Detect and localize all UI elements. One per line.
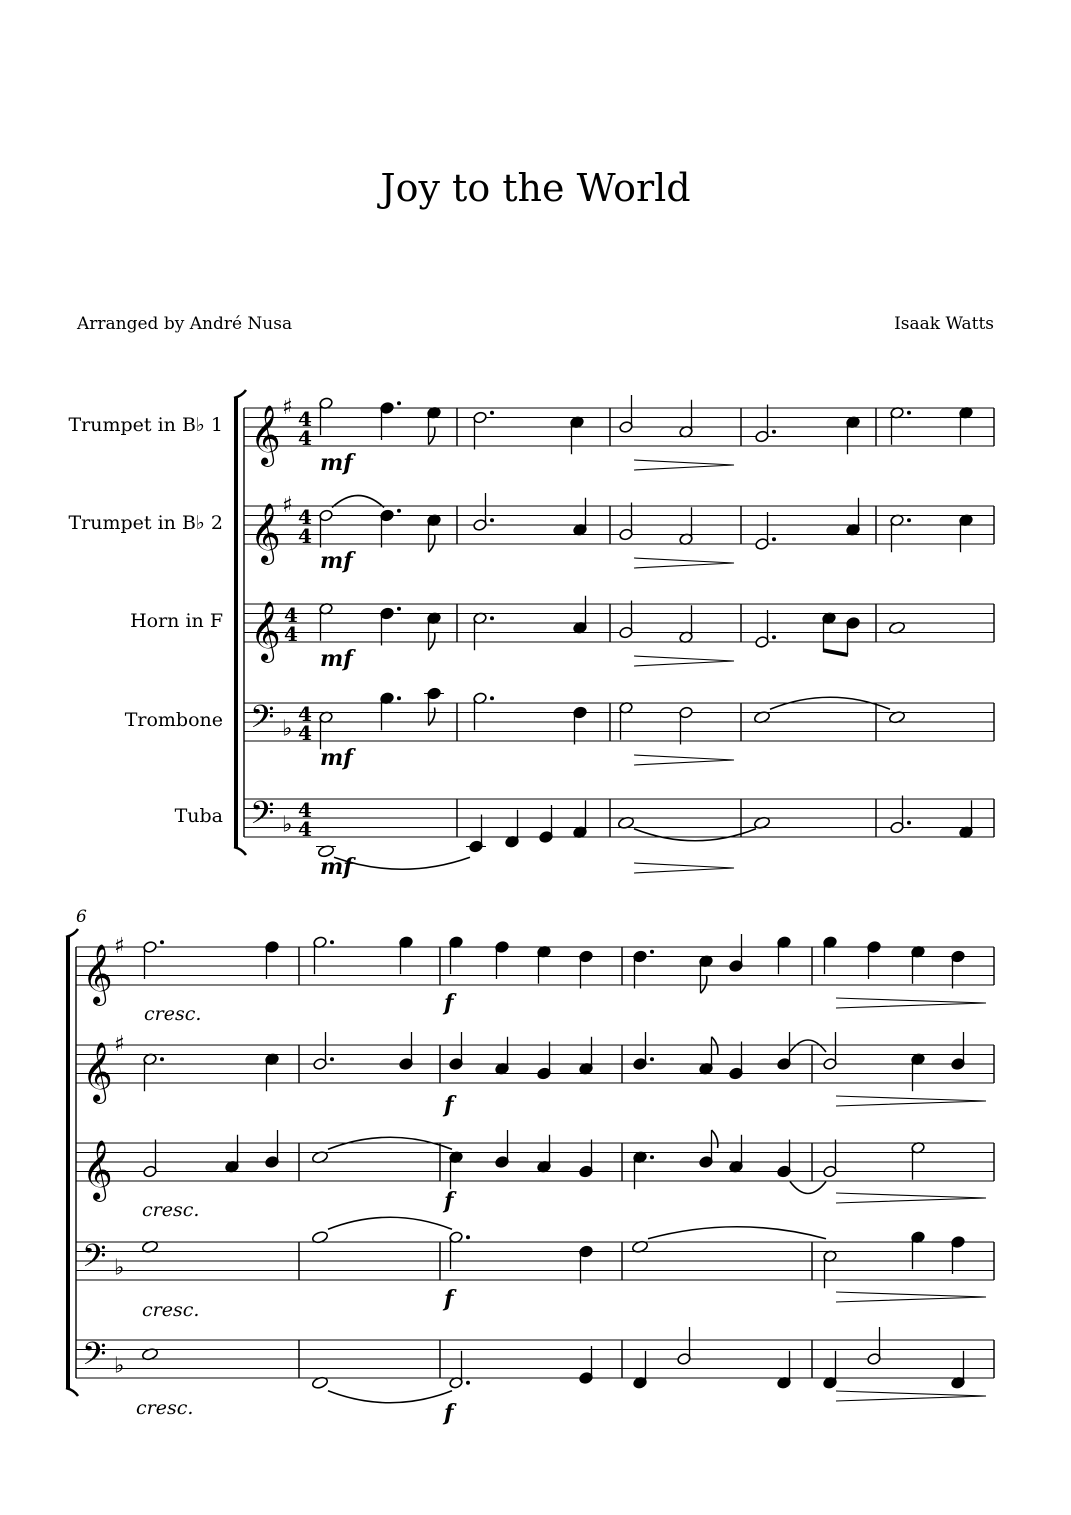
augmentation-dot [466,1235,470,1239]
staff-lines [76,408,994,1378]
dynamic-mf: mf [320,854,353,880]
instrument-name-horn: Horn in F [130,610,223,632]
augmentation-dot [330,940,334,944]
dynamic-f: f [444,1286,454,1312]
note-flag [429,632,435,650]
bass-clef: 𝄢 [250,794,275,839]
augmentation-dot [907,821,911,825]
dynamic-mf: mf [320,548,353,574]
instrument-name-trumpet-1: Trumpet in B♭ 1 [68,414,223,436]
augmentation-dot [650,1155,654,1159]
augmentation-dot [772,635,776,639]
clefs [82,395,312,1380]
treble-clef: 𝄞 [250,405,281,465]
bracket-bottom [66,1388,78,1396]
dynamic-cresc: cresc. [136,1397,194,1419]
dynamic-f: f [444,1188,454,1214]
bass-clef: 𝄢 [82,1237,107,1282]
time-signature-bottom: 4 [298,426,312,450]
decrescendo-hairpin [836,1096,986,1106]
note-flag [429,708,435,726]
key-signature-flat: ♭ [282,812,293,838]
bass-clef: 𝄢 [82,1335,107,1380]
arranger-credit: Arranged by André Nusa [77,314,293,334]
treble-clef: 𝄞 [82,944,113,1004]
time-signature-top: 4 [298,407,312,431]
decrescendo-hairpin [836,998,986,1008]
augmentation-dot [160,1057,164,1061]
key-signature-sharp: ♯ [282,493,293,518]
key-signature-sharp: ♯ [282,395,293,420]
treble-clef: 𝄞 [250,601,281,661]
decrescendo-hairpin [634,558,734,568]
augmentation-dot [490,518,494,522]
augmentation-dot [490,616,494,620]
augmentation-dot [772,537,776,541]
bass-clef: 𝄢 [250,698,275,743]
note-flag [712,1037,718,1055]
bracket-top [234,390,246,398]
tie [634,829,756,841]
time-signature-bottom: 4 [298,721,312,745]
instrument-name-trumpet-2: Trumpet in B♭ 2 [68,512,223,534]
tie [334,857,470,869]
decrescendo-hairpin [634,755,734,765]
note-flag [712,1130,718,1148]
tie [328,1217,452,1229]
tie [790,1040,826,1052]
key-signature-flat: ♭ [114,1255,125,1281]
time-signature-bottom: 4 [298,817,312,841]
augmentation-dot [397,696,401,700]
key-signature-sharp: ♯ [114,1032,125,1057]
instrument-name-trombone: Trombone [124,709,223,731]
treble-clef: 𝄞 [82,1042,113,1102]
time-signature-bottom: 4 [284,622,298,646]
dynamic-f: f [444,1400,454,1426]
beam [823,650,848,655]
augmentation-dot [907,518,911,522]
time-signature-top: 4 [298,702,312,726]
decrescendo-hairpin [634,656,734,666]
decrescendo-hairpin [836,1391,986,1401]
tie [328,1391,452,1403]
measure-number: 6 [76,907,87,927]
key-signature-flat: ♭ [282,716,293,742]
decrescendo-hairpin [634,460,734,470]
augmentation-dot [650,950,654,954]
decrescendo-hairpin [836,1193,986,1203]
time-signature-top: 4 [284,603,298,627]
instrument-name-tuba: Tuba [174,805,223,827]
decrescendo-hairpin [634,863,734,873]
note-flag [429,427,435,445]
time-signature-top: 4 [298,798,312,822]
dynamic-mf: mf [320,450,353,476]
dynamic-mf: mf [320,646,353,672]
augmentation-dot [907,411,911,415]
score-title: Joy to the World [380,166,691,210]
tie [790,1182,826,1194]
augmentation-dot [160,940,164,944]
time-signature-bottom: 4 [298,524,312,548]
dynamic-cresc: cresc. [142,1299,200,1321]
composer-credit: Isaak Watts [894,314,994,334]
bracket-bottom [234,847,246,855]
treble-clef: 𝄞 [82,1140,113,1200]
augmentation-dot [650,1057,654,1061]
augmentation-dot [330,1057,334,1061]
time-signature-top: 4 [298,505,312,529]
augmentation-dot [466,1381,470,1385]
key-signature-sharp: ♯ [114,934,125,959]
augmentation-dot [490,411,494,415]
decrescendo-hairpin [836,1292,986,1302]
dynamic-cresc: cresc. [142,1199,200,1221]
tie [648,1227,826,1239]
treble-clef: 𝄞 [250,503,281,563]
note-flag [701,975,707,993]
dynamic-cresc: cresc. [144,1003,202,1025]
key-signature-flat: ♭ [114,1353,125,1379]
barlines [66,390,994,1396]
augmentation-dot [772,430,776,434]
augmentation-dot [397,509,401,513]
dynamic-mf: mf [320,745,353,771]
dynamic-f: f [444,990,454,1016]
augmentation-dot [397,401,401,405]
dynamic-f: f [444,1092,454,1118]
bracket-top [66,929,78,937]
augmentation-dot [397,607,401,611]
note-flag [429,534,435,552]
augmentation-dot [490,696,494,700]
